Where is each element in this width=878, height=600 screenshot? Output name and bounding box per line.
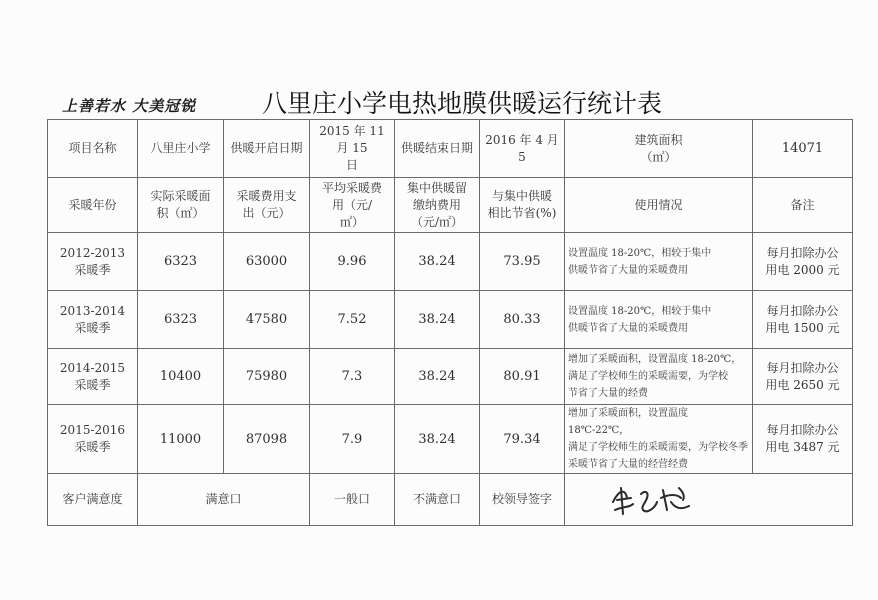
row-cost: 75980 [224, 349, 310, 405]
end-date-value: 2016 年 4 月 5 [480, 120, 565, 178]
footer-row [48, 474, 853, 526]
row-area: 6323 [138, 291, 224, 349]
col-header-central: 集中供暖留 缴纳费用 （元/㎡） [395, 178, 480, 233]
row-saving: 80.91 [480, 349, 565, 405]
row-area: 10400 [138, 349, 224, 405]
table-row [48, 405, 853, 474]
satisfied-checkbox[interactable]: 满意口 [138, 474, 310, 526]
row-note: 每月扣除办公 用电 3487 元 [753, 405, 853, 474]
row-usage: 设置温度 18-20℃，相较于集中 供暖节省了大量的采暖费用 [565, 291, 753, 349]
row-avg: 7.52 [310, 291, 395, 349]
col-header-year: 采暖年份 [48, 178, 138, 233]
row-note: 每月扣除办公 用电 2650 元 [753, 349, 853, 405]
col-header-usage: 使用情况 [565, 178, 753, 233]
unsatisfied-checkbox[interactable]: 不满意口 [395, 474, 480, 526]
handwritten-signature [605, 480, 715, 520]
row-note: 每月扣除办公 用电 2000 元 [753, 233, 853, 291]
row-saving: 79.34 [480, 405, 565, 474]
table-row [48, 291, 853, 349]
row-cost: 47580 [224, 291, 310, 349]
row-avg: 7.3 [310, 349, 395, 405]
row-avg: 7.9 [310, 405, 395, 474]
average-checkbox[interactable]: 一般口 [310, 474, 395, 526]
col-header-note: 备注 [753, 178, 853, 233]
signature-cell [565, 474, 853, 526]
project-name-label: 项目名称 [48, 120, 138, 178]
header-row [48, 178, 853, 233]
start-date-value: 2015 年 11 月 15 日 [310, 120, 395, 178]
row-year: 2013-2014 采暖季 [48, 291, 138, 349]
table-row [48, 349, 853, 405]
col-header-cost: 采暖费用支 出（元） [224, 178, 310, 233]
col-header-area: 实际采暖面 积（㎡） [138, 178, 224, 233]
row-cost: 87098 [224, 405, 310, 474]
col-header-saving: 与集中供暖 相比节省(%) [480, 178, 565, 233]
row-usage: 增加了采暖面积，设置温度 18℃-22℃， 满足了学校师生的采暖需要，为学校冬季 采暖节省了大量的经营经费 [565, 405, 753, 474]
row-year: 2012-2013 采暖季 [48, 233, 138, 291]
end-date-label: 供暖结束日期 [395, 120, 480, 178]
info-row [48, 120, 853, 178]
motto-text: 上善若水 大美冠锐 [62, 97, 197, 115]
row-cost: 63000 [224, 233, 310, 291]
project-name-value: 八里庄小学 [138, 120, 224, 178]
row-central: 38.24 [395, 349, 480, 405]
row-avg: 9.96 [310, 233, 395, 291]
satisfaction-label: 客户满意度 [48, 474, 138, 526]
col-header-avg: 平均采暖费 用（元/ ㎡） [310, 178, 395, 233]
row-central: 38.24 [395, 405, 480, 474]
row-year: 2015-2016 采暖季 [48, 405, 138, 474]
building-area-value: 14071 [753, 120, 853, 178]
row-saving: 80.33 [480, 291, 565, 349]
page-title: 八里庄小学电热地膜供暖运行统计表 [262, 89, 663, 118]
statistics-sheet [47, 119, 852, 512]
row-central: 38.24 [395, 233, 480, 291]
row-usage: 增加了采暖面积，设置温度 18-20℃， 满足了学校师生的采暖需要，为学校 节省了大量的经费 [565, 349, 753, 405]
row-year: 2014-2015 采暖季 [48, 349, 138, 405]
start-date-label: 供暖开启日期 [224, 120, 310, 178]
row-saving: 73.95 [480, 233, 565, 291]
row-usage: 设置温度 18-20℃，相较于集中 供暖节省了大量的采暖费用 [565, 233, 753, 291]
table-row [48, 233, 853, 291]
row-area: 6323 [138, 233, 224, 291]
row-central: 38.24 [395, 291, 480, 349]
building-area-label: 建筑面积 （㎡） [565, 120, 753, 178]
row-note: 每月扣除办公 用电 1500 元 [753, 291, 853, 349]
signature-label: 校领导签字 [480, 474, 565, 526]
row-area: 11000 [138, 405, 224, 474]
heating-statistics-table [47, 119, 853, 526]
